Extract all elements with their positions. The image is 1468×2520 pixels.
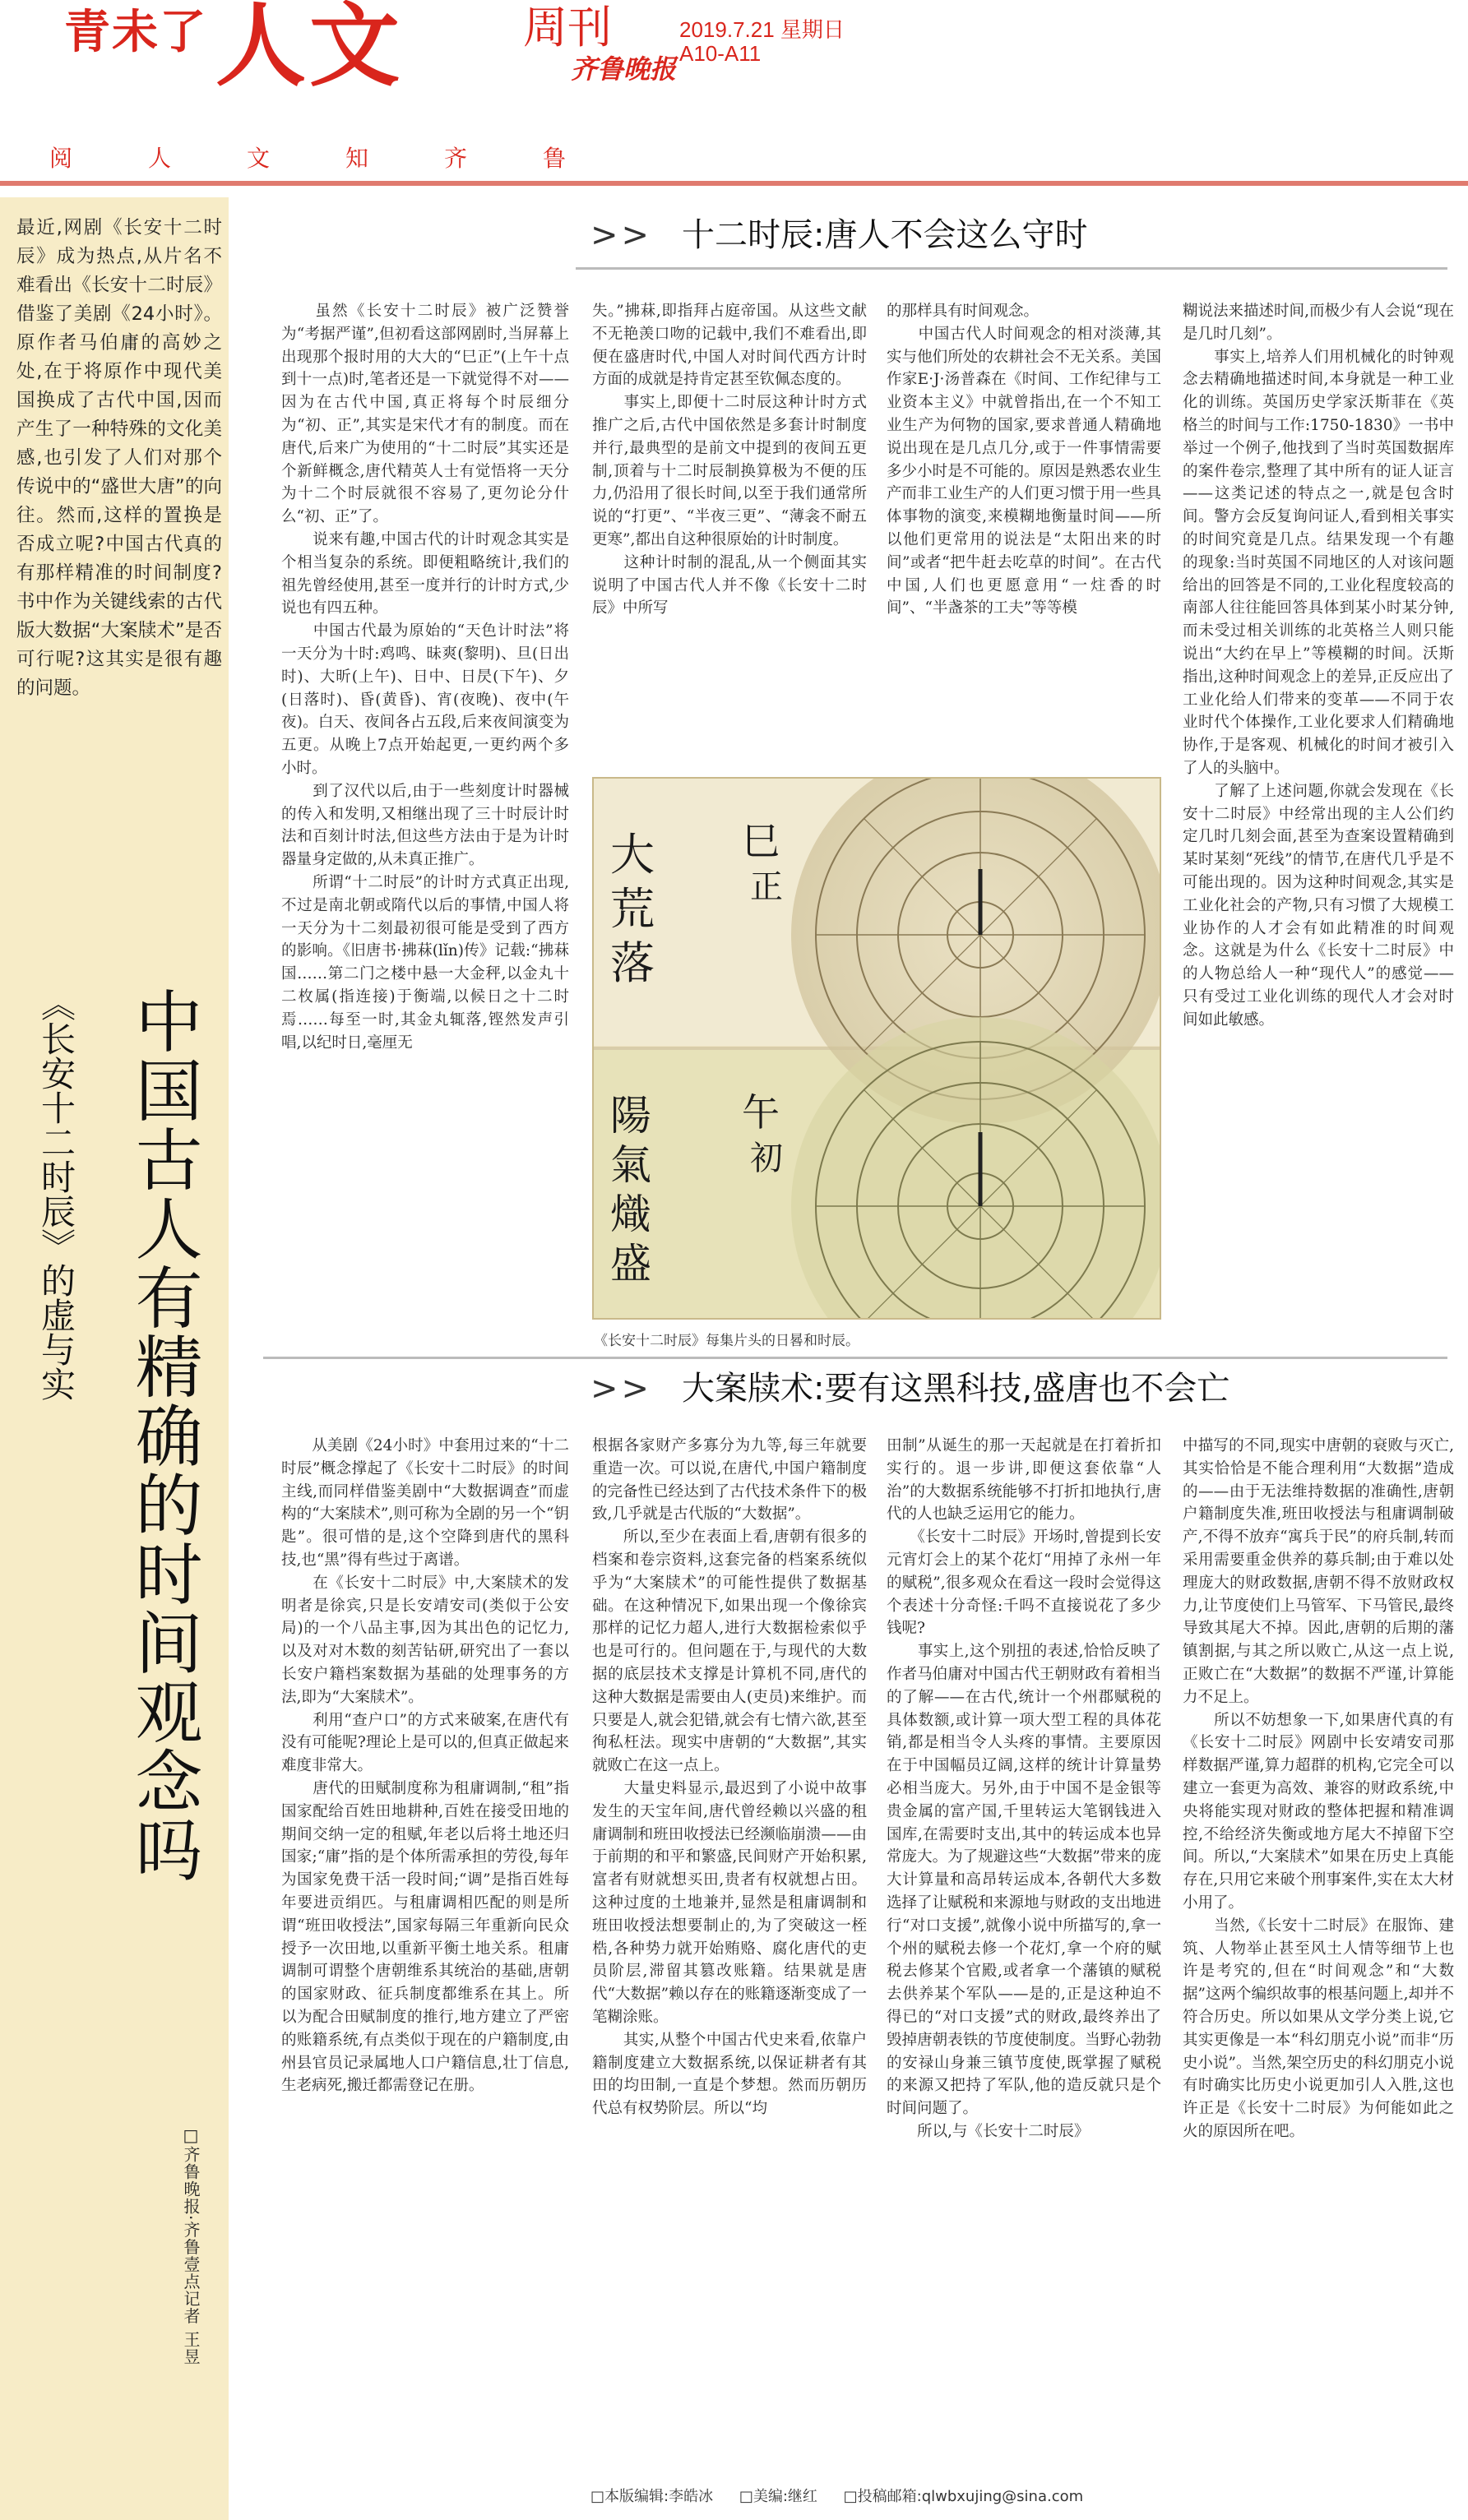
photo2-char-small: 初 [750,1140,783,1177]
masthead-logo-seal: 青未了 [64,5,207,59]
section1-column-3: 的那样具有时间观念。 中国古代人时间观念的相对淡薄,其实与他们所处的农耕社会不无关系。美国作家E·J·汤普森在《时间、工作纪律与工业资本主义》中就曾指出,在一个不知工业生产为何物的国家,要求普通人精确地说出现在是几点几分,或于一件事情需要多少小时是不可能的。原因是熟悉农业生产而非工业生产的人们更习惯于用一些具体事物的演变,来模糊地衡量时间——所以他们更常用的说法是“太阳出来的时间”或者“把牛赶去吃草的时间”。在古代中国,人们也更愿意用“一炷香的时间”、“半盏茶的工夫”等等模 [887,303,1161,617]
sundial-photo [592,777,1161,1320]
footer-credits [590,2485,1104,2506]
photo1-char-top: 巳 [742,819,780,863]
section1-column-2: 失。”拂菻,即指拜占庭帝国。从这些文献不无艳羡口吻的记载中,我们不难看出,即便在盛唐时代,中国人对时间代西方计时方面的成就是持肯定甚至钦佩态度的。 事实上,即便十二时辰这种计时方式推广之后,古代中国依然是多套计时制度并行,最典型的是前文中提到的夜间五更制,顶着与十二时辰制换算极为不便的压力,仍沿用了很长时间,以至于我们通常所说的“打更”、“半夜三更”、“薄衾不耐五更寒”,都出自这种很原始的计时制度。 这种计时制的混乱,从一个侧面其实说明了中国古代人并不像《长安十二时辰》中所写 [592,303,867,617]
article-headline: 中国古人有精确的时间观念吗 [124,987,202,1884]
sidebar-panel [0,197,229,2520]
masthead-slogan: 阅人文知齐鲁 [49,145,642,172]
section2-column-4: 中描写的不同,现实中唐朝的衰败与灭亡,其实恰恰是不能合理利用“大数据”造成的——由于无法维持数据的准确性,唐朝户籍制度失准,班田收授法与租庸调制破产,不得不放弃“寓兵于民”的府兵制,转而采用需要重金供养的募兵制;由于难以处理庞大的财政数据,唐朝不得不放财政权力,让节度使们上马管军、下马管民,最终导致其尾大不掉。因此,唐朝的后期的藩镇割据,与其之所以败亡,从这一点上说,正败亡在“大数据”的数据不严谨,计算能力不足上。 所以不妨想象一下,如果唐代真的有《长安十二时辰》网剧中长安靖安司那样数据严谨,算力超群的机构,它完全可以建立一套更为高效、兼容的财政系统,中央将能实现对财政的整体把握和精准调控,不给经济失衡或地方尾大不掉留下空间。所以,“大案牍术”如果在历史上真能存在,只用它来破个刑事案件,实在太大材小用了。 当然,《长安十二时辰》在服饰、建筑、人物举止甚至风土人情等细节上也许是考究的,但在“时间观念”和“大数据”这两个编织故事的根基问题上,却并不符合历史。所以如果从文学分类上说,它其实更像是一本“科幻朋克小说”而非“历史小说”。当然,架空历史的科幻朋克小说有时确实比历史小说更加引人入胜,这也许正是《长安十二时辰》为何能如此之火的原因所在吧。 [1183,1437,1454,2140]
issue-date: 2019.7.21 星期日 [679,17,845,42]
article-subheadline: 《长安十二时辰》的虚与实 [36,987,76,1401]
section-title-1 [590,215,1088,255]
footer-editor: □本版编辑:李皓冰 [590,2488,714,2505]
masthead-paper-name: 齐鲁晚报 [571,53,677,85]
section-title-text: 十二时辰:唐人不会这么守时 [682,216,1088,254]
section1-column-1: 虽然《长安十二时辰》被广泛赞誉为“考据严谨”,但初看这部网剧时,当屏幕上出现那个报时用的大大的“巳正”(上午十点到十一点)时,笔者还是一下就觉得不对——因为在古代中国,真正将每个时辰细分为“初、正”,其实是宋代才有的制度。而在唐代,后来广为使用的“十二时辰”其实还是个新鲜概念,唐代精英人士有觉悟将一天分为十二个时辰就很不容易了,更勿论分什么“初、正”了。 说来有趣,中国古代的计时观念其实是个相当复杂的系统。即便粗略统计,我们的祖先曾经使用,甚至一度并行的计时方式,少说也有四五种。 中国古代最为原始的“天色计时法”将一天分为十时:鸡鸣、昧爽(黎明)、旦(日出时)、大昕(上午)、日中、日昃(下午)、夕(日落时)、昏(黄昏)、宵(夜晚)、夜中(午夜)。白天、夜间各占五段,后来夜间演变为五更。从晚上7点开始起更,一更约两个多小时。 到了汉代以后,由于一些刻度计时器械的传入和发明,又相继出现了三十时辰计时法和百刻计时法,但这些方法由于是为计时器量身定做的,从未真正推广。 所谓“十二时辰”的计时方式真正出现,不过是南北朝或隋代以后的事情,中国人将一天分为十二刻最初很可能是受到了西方的影响。《旧唐书·拂菻(lǐn)传》记载:“拂菻国……第二门之楼中悬一大金秤,以金丸十二枚属(指连接)于衡端,以候日之十二时焉……每至一时,其金丸辄落,铿然发声引唱,以纪时日,毫厘无 [281,303,569,1052]
section-arrow: >> [590,216,653,254]
photo1-char-small: 正 [750,868,783,906]
footer-art-editor: □美编:继红 [739,2488,817,2505]
article-byline: □齐鲁晚报·齐鲁壹点记者 王昱 [181,2125,201,2365]
section-title-2 [590,1369,1230,1408]
photo1-char-big: 大荒落 [610,829,655,989]
section-divider [576,267,1447,270]
sundial-illustration [594,779,1161,1320]
photo2-char-big: 陽氣熾盛 [610,1092,651,1288]
section2-column-2: 根据各家财产多寡分为九等,每三年就要重造一次。可以说,在唐代,中国户籍制度的完备性已经达到了古代技术条件下的极致,几乎就是古代版的“大数据”。 所以,至少在表面上看,唐朝有很多的档案和卷宗资料,这套完备的档案系统似乎为“大案牍术”的可能性提供了数据基础。在这种情况下,如果出现一个像徐宾那样的记忆力超人,进行大数据检索似乎也是可行的。但问题在于,与现代的大数据的底层技术支撑是计算机不同,唐代的这种大数据是需要由人(吏员)来维护。而只要是人,就会犯错,就会有七情六欲,甚至徇私枉法。现实中唐朝的“大数据”,其实就败亡在这一点上。 大量史料显示,最迟到了小说中故事发生的天宝年间,唐代曾经赖以兴盛的租庸调制和班田收授法已经濒临崩溃——由于前期的和平和繁盛,民间财产开始积累,富者有财就想买田,贵者有权就想占田。这种过度的土地兼并,显然是租庸调制和班田收授法想要制止的,为了突破这一桎梏,各种势力就开始贿赂、腐化唐代的吏员阶层,滞留其篡改账籍。结果就是唐代“大数据”赖以存在的账籍逐渐变成了一笔糊涂账。 其实,从整个中国古代史来看,依靠户籍制度建立大数据系统,以保证耕者有其田的均田制,一直是个梦想。然而历朝历代总有权势阶层。所以“均 [592,1437,867,2118]
section1-column-4: 糊说法来描述时间,而极少有人会说“现在是几时几刻”。 事实上,培养人们用机械化的时钟观念去精确地描述时间,本身就是一种工业化的训练。英国历史学家沃斯菲在《英格兰的时间与工作:1750-1830》一书中举过一个例子,他找到了当时英国数据库的案件卷宗,整理了其中所有的证人证言——这类记述的特点之一,就是包含时间。警方会反复询问证人,看到相关事实的时间究竟是几点。结果发现一个有趣的现象:当时英国不同地区的人对该问题给出的回答是不同的,工业化程度较高的南部人往往能回答具体到某小时某分钟,而未受过相关训练的北英格兰人则只能说出“大约在早上”等模糊的时间。沃斯指出,这种时间观念上的差异,正反应出了工业化给人们带来的变革——不同于农业时代个体操作,工业化要求人们精确地协作,于是客观、机械化的时间才被引入了人的头脑中。 了解了上述问题,你就会发现在《长安十二时辰》中经常出现的主人公们约定几时几刻会面,甚至为查案设置精确到某时某刻“死线”的情节,在唐代几乎是不可能出现的。因为这种时间观念,其实是工业化社会的产物,只有习惯了大规模工业协作的人才会有如此精准的时间观念。这就是为什么《长安十二时辰》中的人物总给人一种“现代人”的感觉——只有受过工业化训练的现代人才会对时间如此敏感。 [1183,303,1454,1029]
section-title-text-2: 大案牍术:要有这黑科技,盛唐也不会亡 [682,1370,1230,1408]
masthead [0,0,1468,99]
page-numbers: A10-A11 [679,41,762,66]
section-divider-2 [263,1357,1447,1359]
section-arrow-2: >> [590,1370,653,1408]
article-deck: 最近,网剧《长安十二时辰》成为热点,从片名不难看出《长安十二时辰》借鉴了美剧《24小时》。原作者马伯庸的高妙之处,在于将原作中现代美国换成了古代中国,因而产生了一种特殊的文化美感,也引发了人们对那个传说中的“盛世大唐”的向往。然而,这样的置换是否成立呢?中国古代真的有那样精准的时间制度?书中作为关键线索的古代版大数据“大案牍术”是否可行呢?这其实是很有趣的问题。 [16,217,222,699]
section2-column-3: 田制”从诞生的那一天起就是在打着折扣实行的。退一步讲,即便这套依靠“人治”的大数据系统能够不打折扣地执行,唐代的人也缺乏运用它的能力。 《长安十二时辰》开场时,曾提到长安元宵灯会上的某个花灯“用掉了永州一年的赋税”,很多观众在看这一段时会觉得这个表述十分奇怪:千吗不直接说花了多少钱呢? 事实上,这个别扭的表述,恰恰反映了作者马伯庸对中国古代王朝财政有着相当的了解——在古代,统计一个州郡赋税的具体数额,或计算一项大型工程的具体花销,都是相当令人头疼的事情。主要原因在于中国幅员辽阔,这样的统计计算量势必相当庞大。另外,由于中国不是金银等贵金属的富产国,千里转运大笔钢钱进入国库,在需要时支出,其中的转运成本也异常庞大。为了规避这些“大数据”带来的庞大计算量和高昂转运成本,各朝代大多数选择了让赋税和来源地与财政的支出地进行“对口支援”,就像小说中所描写的,拿一个州的赋税去修一个花灯,拿一个府的赋税去修某个官殿,或者拿一个藩镇的赋税去供养某个军队——是的,正是这种迫不得已的“对口支援”式的财政,最终养出了毁掉唐朝表铁的节度使制度。当野心勃勃的安禄山身兼三镇节度使,既掌握了赋税的来源又把持了军队,他的造反就只是个时间问题了。 所以,与《长安十二时辰》 [887,1437,1161,2140]
footer-email: □投稿邮箱:qlwbxujing@sina.com [843,2488,1084,2505]
masthead-rule [0,181,1468,186]
photo2-char-top: 午 [742,1090,780,1135]
section2-column-1: 从美剧《24小时》中套用过来的“十二时辰”概念撑起了《长安十二时辰》的时间主线,而同样借鉴美剧中“大数据调查”而虚构的“大案牍术”,则可称为全剧的另一个“钥匙”。很可惜的是,这个空降到唐代的黑科技,也“黑”得有些过于离谱。 在《长安十二时辰》中,大案牍术的发明者是徐宾,只是长安靖安司(类似于公安局)的一个八品主事,因为其出色的记忆力,以及对对木数的刻苦钻研,研究出了一套以长安户籍档案数据为基础的处理事务的方法,即为“大案牍术”。 利用“查户口”的方式来破案,在唐代有没有可能呢?理论上是可以的,但真正做起来难度非常大。 唐代的田赋制度称为租庸调制,“租”指国家配给百姓田地耕种,百姓在接受田地的期间交纳一定的租赋,年老以后将土地还归国家;“庸”指的是个体所需承担的劳役,每年为国家免费干活一段时间;“调”是指百姓每年要进贡绢匹。与租庸调相匹配的则是所谓“班田收授法”,国家每隔三年重新向民众授予一次田地,以重新平衡土地关系。租庸调制可谓整个唐朝维系其统治的基础,唐朝的国家财政、征兵制度都维系在其上。所以为配合田赋制度的推行,地方建立了严密的账籍系统,有点类似于现在的户籍制度,由州县官员记录属地人口户籍信息,壮丁信息,生老病死,搬迁都需登记在册。 [281,1437,569,2095]
photo-caption: 《长安十二时辰》每集片头的日晷和时辰。 [594,1333,859,1349]
masthead-title: 人文 [215,0,403,99]
masthead-weekly: 周刊 [523,2,612,53]
